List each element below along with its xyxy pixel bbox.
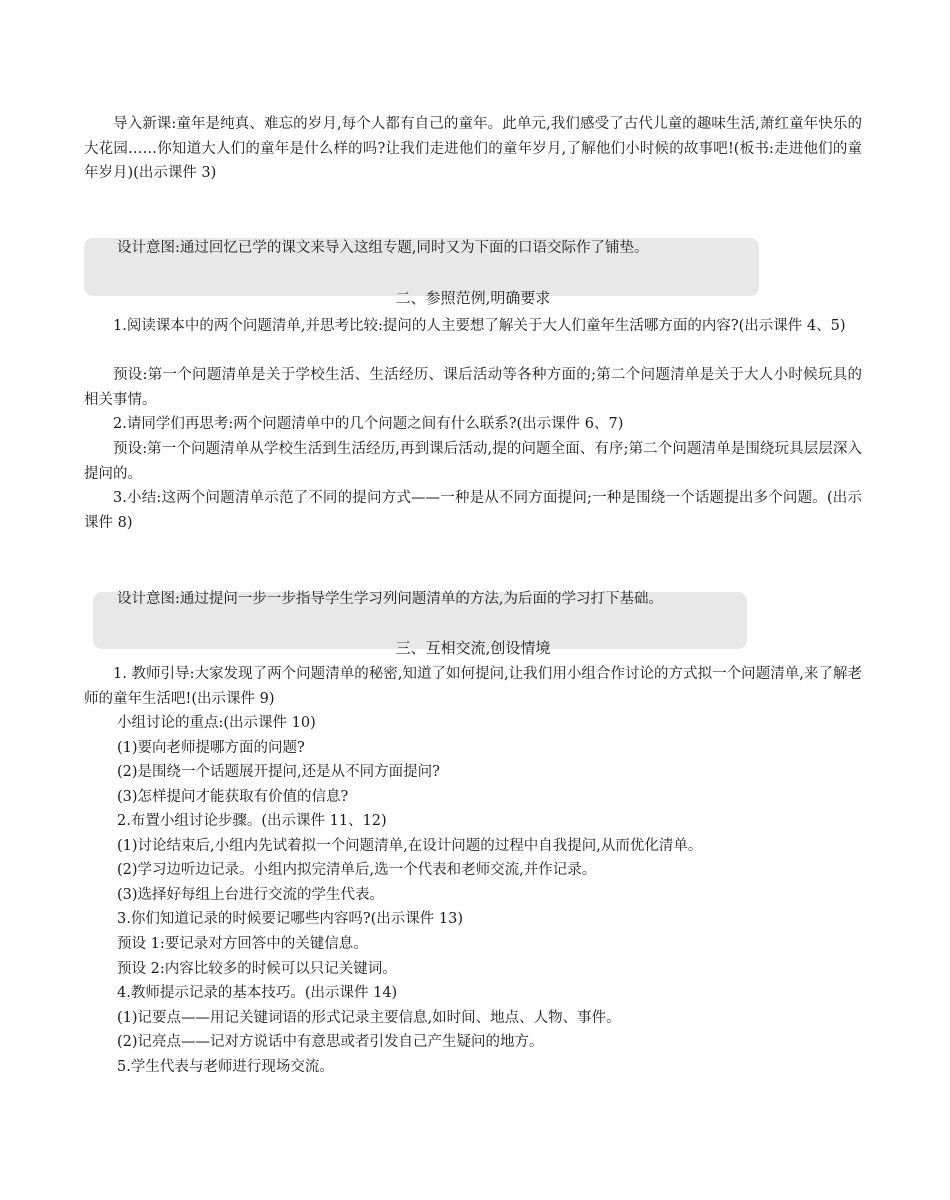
list-line: (1)记要点——用记关键词语的形式记录主要信息,如时间、地点、人物、事件。 — [117, 1010, 621, 1026]
section-3-p1: 1. 教师引导:大家发现了两个问题清单的秘密,知道了如何提问,让我们用小组合作讨论的方式拟一个问题清单,来了解老师的童年生活吧!(出示课件 9) — [84, 666, 862, 707]
section-2-heading: 二、参照范例,明确要求 — [395, 289, 551, 307]
list-line: 小组讨论的重点:(出示课件 10) — [117, 715, 316, 731]
list-line: 3.你们知道记录的时候要记哪些内容吗?(出示课件 13) — [117, 911, 463, 927]
section-3-heading: 三、互相交流,创设情境 — [395, 639, 551, 657]
list-line: (3)选择好每组上台进行交流的学生代表。 — [117, 887, 385, 903]
list-line: (1)讨论结束后,小组内先试着拟一个问题清单,在设计问题的过程中自我提问,从而优化清单。 — [117, 838, 703, 854]
section-2-p5: 3.小结:这两个问题清单示范了不同的提问方式——一种是从不同方面提问;一种是围绕一个话题提出多个问题。(出示课件 8) — [84, 490, 862, 531]
list-line: (3)怎样提问才能获取有价值的信息? — [117, 789, 349, 805]
intro-paragraph: 导入新课:童年是纯真、难忘的岁月,每个人都有自己的童年。此单元,我们感受了古代儿童的趣味生活,萧红童年快乐的大花园……你知道大人们的童年是什么样的吗?让我们走进他们的童年岁月,了解他们小时候的故事吧!(板书:走进他们的童年岁月)(出示课件 3) — [84, 116, 862, 181]
section-2-p1: 1.阅读课本中的两个问题清单,并思考比较:提问的人主要想了解关于大人们童年生活哪方面的内容?(出示课件 4、5) — [113, 318, 846, 334]
section-2-p4: 预设:第一个问题清单从学校生活到生活经历,再到课后活动,提的问题全面、有序;第二个问题清单是围绕玩具层层深入提问的。 — [84, 441, 862, 482]
list-line: 预设 2:内容比较多的时候可以只记关键词。 — [117, 961, 397, 977]
list-line: (2)是围绕一个话题展开提问,还是从不同方面提问? — [117, 764, 440, 780]
design-note-1: 设计意图:通过回忆已学的课文来导入这组专题,同时又为下面的口语交际作了铺垫。 — [117, 240, 649, 256]
list-line: (1)要向老师提哪方面的问题? — [117, 740, 305, 756]
design-note-2: 设计意图:通过提问一步一步指导学生学习列问题清单的方法,为后面的学习打下基础。 — [117, 591, 663, 607]
list-line: 2.布置小组讨论步骤。(出示课件 11、12) — [117, 813, 387, 829]
list-line: 5.学生代表与老师进行现场交流。 — [117, 1059, 334, 1075]
list-line: 4.教师提示记录的基本技巧。(出示课件 14) — [117, 985, 398, 1001]
section-2-p2: 预设:第一个问题清单是关于学校生活、生活经历、课后活动等各种方面的;第二个问题清单是关于大人小时候玩具的相关事情。 — [84, 367, 862, 408]
list-line: (2)记亮点——记对方说话中有意思或者引发自己产生疑问的地方。 — [117, 1034, 544, 1050]
list-line: (2)学习边听边记录。小组内拟完清单后,选一个代表和老师交流,并作记录。 — [117, 862, 597, 878]
section-2-p3: 2.请同学们再思考:两个问题清单中的几个问题之间有什么联系?(出示课件 6、7) — [113, 416, 624, 432]
list-line: 预设 1:要记录对方回答中的关键信息。 — [117, 936, 368, 952]
